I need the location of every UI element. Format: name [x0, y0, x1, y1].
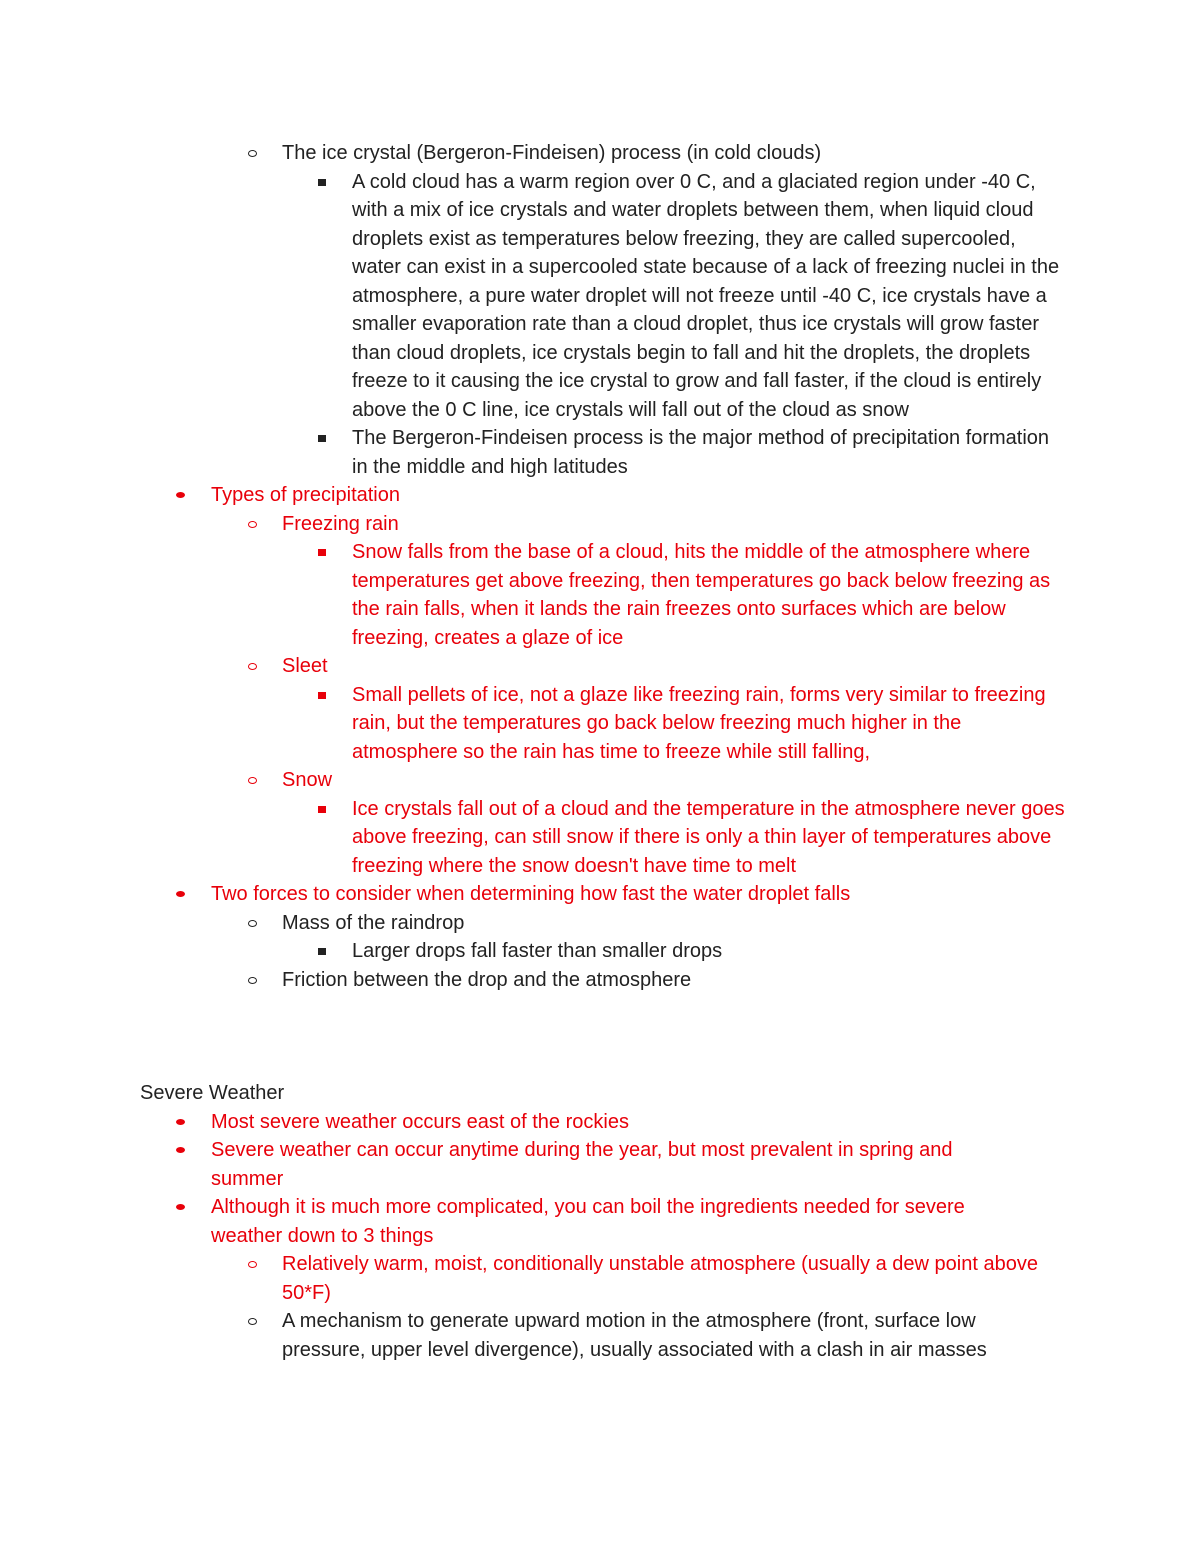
document-page — [0, 139, 1200, 1364]
list-item — [0, 538, 1200, 652]
force-mass-detail: Larger drops fall faster than smaller drops — [352, 940, 723, 962]
list-item — [0, 766, 1200, 795]
precipitation-type-name: Snow — [282, 769, 333, 791]
list-item — [0, 1108, 1200, 1137]
severe-weather-point: Severe weather can occur anytime during the year, but most prevalent in spring and summer — [211, 1139, 953, 1190]
list-item — [0, 1136, 1200, 1193]
disc-bullet-icon — [176, 1108, 186, 1137]
ice-crystal-detail: A cold cloud has a warm region over 0 C, and a glaciated region under -40 C, with a mix of ice crystals and water droplets between them, when liquid cloud droplets exist as temperatures below freezing, they are called supercooled, water can exist in a supercooled state because of a lack of freezing nuclei in the atmosphere, a pure water droplet will not freeze until -40 C, ice crystals have a smaller evaporation rate than a cloud droplet, thus ice crystals will grow faster than cloud droplets, ice crystals begin to fall and hit the droplets, the droplets freeze to it causing the ice crystal to grow and fall faster, if the cloud is entirely above the 0 C line, ice crystals will fall out of the cloud as snow — [352, 170, 1060, 421]
square-bullet-icon — [317, 795, 327, 824]
list-item — [0, 795, 1200, 881]
list-item — [0, 909, 1200, 938]
severe-weather-point: Most severe weather occurs east of the rockies — [211, 1110, 629, 1133]
force-mass: Mass of the raindrop — [282, 911, 465, 934]
circle-bullet-icon — [248, 1307, 258, 1336]
section-spacer — [0, 994, 1200, 1079]
list-item — [0, 1307, 1200, 1364]
list-item — [0, 880, 1200, 909]
square-bullet-icon — [317, 937, 327, 966]
list-item — [0, 510, 1200, 539]
precipitation-type-name: Freezing rain — [282, 512, 399, 535]
circle-bullet-icon — [248, 909, 258, 938]
precipitation-type-detail: Ice crystals fall out of a cloud and the temperature in the atmosphere never goes above freezing, can still snow if there is only a thin layer of temperatures above freezing where the snow doesn't have time to melt — [352, 797, 1065, 877]
precipitation-type-name: Sleet — [282, 655, 328, 677]
list-item — [0, 652, 1200, 681]
circle-bullet-icon — [248, 652, 258, 681]
disc-bullet-icon — [176, 880, 186, 909]
severe-weather-ingredient: A mechanism to generate upward motion in the atmosphere (front, surface low pressure, upper level divergence), usually associated with a clash in air masses — [282, 1310, 987, 1361]
list-item — [0, 168, 1200, 425]
square-bullet-icon — [317, 538, 327, 567]
square-bullet-icon — [317, 168, 327, 197]
disc-bullet-icon — [176, 1136, 186, 1165]
circle-bullet-icon — [248, 1250, 258, 1279]
circle-bullet-icon — [248, 139, 258, 168]
severe-weather-ingredient: Relatively warm, moist, conditionally unstable atmosphere (usually a dew point above 50*F) — [282, 1253, 1038, 1304]
list-item — [0, 139, 1200, 168]
list-item — [0, 1193, 1200, 1250]
list-item — [0, 966, 1200, 995]
precipitation-type-detail: Small pellets of ice, not a glaze like freezing rain, forms very similar to freezing rain, but the temperatures go back below freezing much higher in the atmosphere so the rain has time to freeze while still falling, — [352, 683, 1046, 763]
list-item — [0, 424, 1200, 481]
precipitation-type-detail: Snow falls from the base of a cloud, hits the middle of the atmosphere where temperatures get above freezing, then temperatures go back below freezing as the rain falls, when it lands the rain freezes onto surfaces which are below freezing, creates a glaze of ice — [352, 541, 1051, 649]
ice-crystal-detail: The Bergeron-Findeisen process is the major method of precipitation formation in the middle and high latitudes — [352, 427, 1050, 478]
circle-bullet-icon — [248, 766, 258, 795]
types-of-precipitation-title: Types of precipitation — [211, 484, 400, 506]
list-item — [0, 1250, 1200, 1307]
circle-bullet-icon — [248, 966, 258, 995]
list-item — [0, 481, 1200, 510]
force-friction: Friction between the drop and the atmosphere — [282, 968, 692, 991]
square-bullet-icon — [317, 681, 327, 710]
ice-crystal-process-title: The ice crystal (Bergeron-Findeisen) process (in cold clouds) — [282, 142, 822, 164]
circle-bullet-icon — [248, 510, 258, 539]
square-bullet-icon — [317, 424, 327, 453]
forces-title: Two forces to consider when determining how fast the water droplet falls — [211, 883, 851, 905]
section-heading: Severe Weather — [140, 1082, 285, 1104]
disc-bullet-icon — [176, 1193, 186, 1222]
disc-bullet-icon — [176, 481, 186, 510]
list-item — [0, 681, 1200, 767]
severe-weather-point: Although it is much more complicated, you can boil the ingredients needed for severe weather down to 3 things — [211, 1196, 965, 1247]
list-item — [0, 937, 1200, 966]
